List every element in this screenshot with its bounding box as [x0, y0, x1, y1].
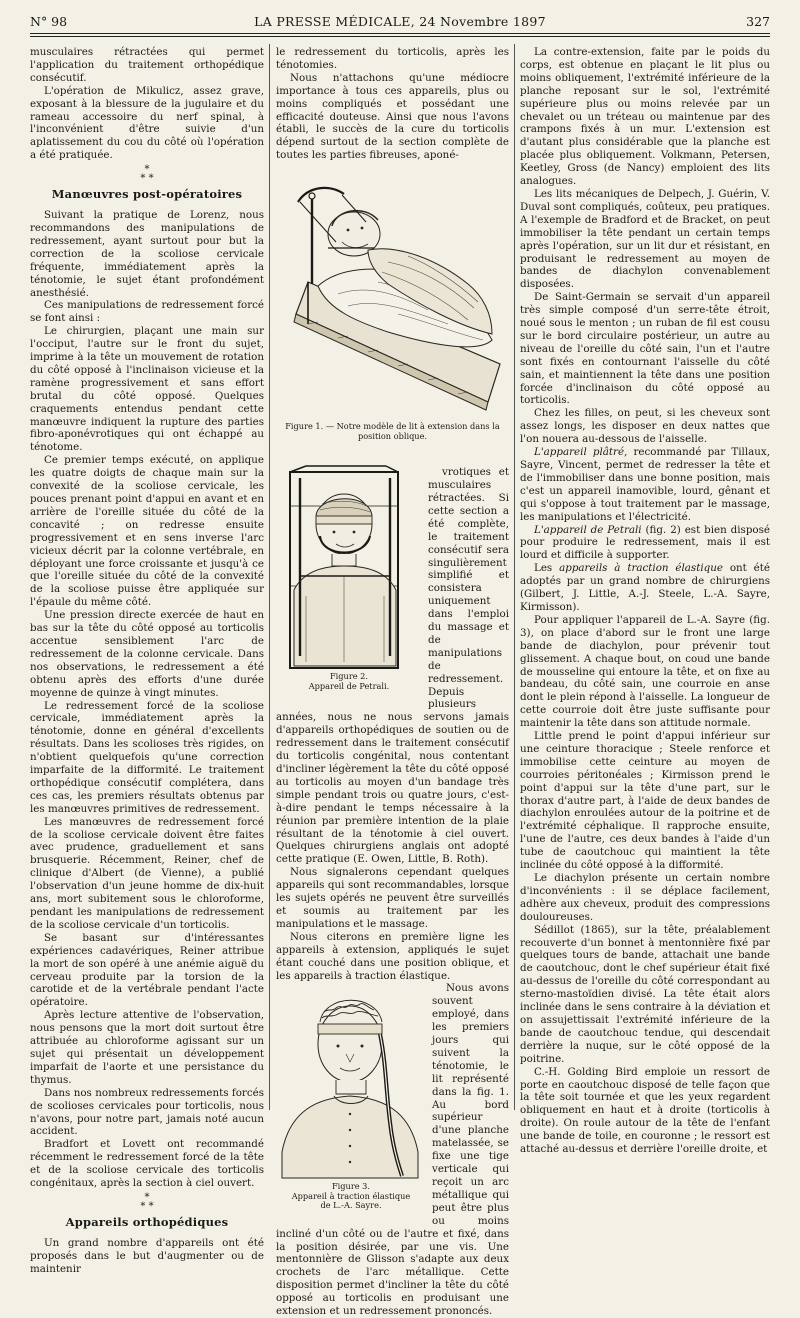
- paragraph: Pour appliquer l'appareil de L.-A. Sayre (fig. 3), on place d'abord sur le front une large bande de diachylon, pour prévenir tout glissement. A chaque bout, on coud une bande de mousseline qui entoure la tête, et on fixe au bandeau, du côté sain, une courroie en anse dont le plein répond à l'aisselle. La longueur de cette courroie doit être juste suffisante pour maintenir la tête dans son attitude normale.: [520, 613, 770, 730]
- issue-number: N° 98: [30, 14, 68, 29]
- paragraph: Le redressement forcé de la scoliose cervicale, immédiatement après la ténotomie, donne en général d'excellents résultats. Dans les scolioses très rigides, on n'obtient quelquefois qu'une correction imparfaite de la difformité. Le traitement orthopédique consécutif complétera, dans ces cas, les premiers résultats obtenus par les manœuvres primitives de redressement.: [30, 699, 264, 815]
- paragraph: Se basant sur d'intéressantes expériences cadavériques, Reiner attribue la mort de son opéré à une anémie aiguë du cerveau produite par la torsion de la carotide et de la vertébrale pendant l'acte opératoire.: [30, 931, 264, 1009]
- paragraph: De Saint-Germain se servait d'un appareil très simple composé d'un serre-tête étroit, noué sous le menton ; un ruban de fil est cousu sur le bord circulaire postérieur, un autre au niveau de l'oreille du côté sain, l'un et l'autre sont fixés en contournant l'aisselle du côté sain, et maintiennent la tête dans une position forcée d'inclinaison du côté opposé au torticolis.: [520, 291, 770, 407]
- header-rule-thin: [30, 36, 770, 37]
- paragraph: Ce premier temps exécuté, on applique les quatre doigts de chaque main sur la convexité de la scoliose cervicale, les pouces prenant point d'appui en avant et en arrière de l'oreille située du côté de la concavité ; on redresse ensuite progressivement et en sens inverse l'arc vicieux décrit par la colonne vertébrale, en déployant une force croissante et jusqu'à ce que l'oreille située du côté de la convexité de la scoliose puisse être appliquée sur l'épaule du même côté.: [30, 454, 264, 609]
- paragraph: Dans nos nombreux redressements forcés de scolioses cervicales pour torticolis, nous n'avons, pour notre part, jamais noté aucun accident.: [30, 1086, 264, 1138]
- sayre-elastic-traction-illustration: [276, 982, 422, 1180]
- paragraph: le redressement du torticolis, après les ténotomies.: [276, 46, 509, 71]
- figure-caption-line: Figure 3.: [332, 1181, 370, 1192]
- section-heading: Appareils orthopédiques: [65, 1214, 229, 1229]
- paragraph: musculaires rétractées qui permet l'application du traitement orthopédique consécutif.: [30, 46, 264, 84]
- paragraph: Une pression directe exercée de haut en bas sur la tête du côté opposé au torticolis accentue sensiblement l'arc de redressement de la colonne cervicale. Dans nos observations, le redressement a été obtenu après des efforts d'une durée moyenne de quinze à vingt minutes.: [30, 609, 264, 699]
- paragraph-text: ont été adoptés par un grand nombre de chirurgiens (Gilbert, J. Little, A.-J. Steele, L.-A. Sayre, Kirmisson).: [520, 562, 770, 613]
- figure-caption-line: Appareil de Petrali.: [308, 680, 390, 691]
- header-rule: [30, 33, 770, 34]
- column-right: [520, 46, 770, 1156]
- running-head: [30, 14, 770, 34]
- section-heading: Manœuvres post-opératoires: [51, 187, 243, 202]
- paragraph: Les lits mécaniques de Delpech, J. Guérin, V. Duval sont compliqués, coûteux, peu pratiques. A l'exemple de Bradford et de Bracket, on peut immobiliser la tête pendant un certain temps après l'opération, sur un lit dur et résistant, en produisant le redressement au moyen de bandes de diachylon convenablement disposées.: [520, 187, 770, 291]
- paragraph: L'opération de Mikulicz, assez grave, exposant à la blessure de la jugulaire et du rameau accessoire du nerf spinal, à l'inconvénient d'être suivie d'un aplatissement du cou du côté où l'opération a été pratiquée.: [30, 84, 264, 162]
- figure-caption: [276, 1182, 426, 1211]
- paragraph: Nous citerons en première ligne les appareils à extension, appliqués le sujet étant couché dans une position oblique, et les appareils à traction élastique.: [276, 930, 509, 982]
- extension-bed-illustration: [278, 164, 506, 419]
- paragraph: Le diachylon présente un certain nombre d'inconvénients : il se déplace facilement, adhère aux cheveux, produit des compressions douloureuses.: [520, 872, 770, 923]
- italic-term: appareils à traction élastique: [559, 562, 723, 575]
- italic-term: L'appareil plâtré,: [534, 446, 628, 459]
- paragraph: Sédillot (1865), sur la tête, préalablement recouverte d'un bonnet à mentonnière fixé par quelques tours de bande, attachait une bande de caoutchouc, dont le chef supérieur était fixé au-dessus de l'oreille du côté correspondant au sterno-mastoïdien divisé. La tête était alors inclinée dans le sens contraire à la déviation et on assujettissait l'extrémité inférieure de la bande de caoutchouc tendue, qui descendait derrière la nuque, sur le côté opposé de la poitrine.: [520, 923, 770, 1065]
- figure-caption: Figure 1. — Notre modèle de lit à extension dans la position oblique.: [285, 421, 500, 441]
- column-divider: [269, 44, 270, 1110]
- paragraph: Un grand nombre d'appareils ont été proposés dans le but d'augmenter ou de maintenir: [30, 1236, 264, 1275]
- paragraph: Chez les filles, on peut, si les cheveux sont assez longs, les disposer en deux nattes que l'on nouera au-dessous de l'aisselle.: [520, 407, 770, 446]
- paragraph: Le chirurgien, plaçant une main sur l'occiput, l'autre sur le front du sujet, imprime à la tête un mouvement de rotation du côté opposé à l'inclinaison vicieuse et la ramène progressivement et sans effort brutal du côté opposé. Quelques craquements entendus pendant cette manœuvre indiquent la rupture des parties fibro-aponévrotiques qui ont échappé au ténotome.: [30, 325, 264, 454]
- figure-caption-line: Figure 2.: [330, 671, 368, 682]
- journal-title: LA PRESSE MÉDICALE, 24 Novembre 1897: [254, 14, 546, 29]
- paragraph-text: recommandé par Tillaux, Sayre, Vincent, permet de redresser la tête et de l'immobiliser dans une bonne position, mais c'est un appareil inamovible, lourd, gênant et qui s'oppose à tout traitement par le massage, les manipulations et l'électricité.: [520, 446, 770, 523]
- paragraph: [520, 446, 770, 523]
- paragraph: Nous avons souvent employé, dans les premiers jours qui suivent la ténotomie, le lit représenté dans la fig. 1. Au bord supérieur d'une planche matelassée, se fixe une tige verticale qui reçoit un arc métallique qui peut être plus ou moins incliné d'un côté ou de l'autre et fixé, dans la position désirée, par une vis. Une mentonnière de Glisson s'adapte aux deux crochets de l'arc métallique. Cette disposition permet d'incliner la tête du côté opposé au torticolis en produisant une extension et un redressement prononcés.: [276, 982, 509, 1318]
- italic-term: L'appareil de Petrali: [534, 523, 642, 536]
- page-number: 327: [746, 14, 770, 29]
- paragraph: [520, 562, 770, 614]
- figure-caption-line: de L.-A. Sayre.: [320, 1200, 382, 1211]
- column-divider: [514, 44, 515, 1110]
- paragraph: La contre-extension, faite par le poids du corps, est obtenue en plaçant le lit plus ou moins obliquement, l'extrémité inférieure de la planche reposant sur le sol, l'extrémité supérieure plus ou moins relevée par un chevalet ou un tréteau ou maintenue par des crampons fixés à un mur. L'extension est d'autant plus considérable que la planche est placée plus obliquement. Volkmann, Petersen, Keetley, Gross (de Nancy) emploient des lits analogues.: [520, 46, 770, 188]
- paragraph: Bradfort et Lovett ont recommandé récemment le redressement forcé de la tête et de la scoliose cervicale des torticolis congénitaux, après la section à ciel ouvert.: [30, 1138, 264, 1190]
- paragraph: Suivant la pratique de Lorenz, nous recommandons des manipulations de redressement, ayant surtout pour but la correction de la scoliose cervicale fréquente, immédiatement après la ténotomie, le sujet étant profondément anesthésié.: [30, 209, 264, 299]
- figure-1: [276, 164, 509, 462]
- paragraph: Little prend le point d'appui inférieur sur une ceinture thoracique ; Steele renforce et immobilise cette ceinture au moyen de courroies péritonéales ; Kirmisson prend le point d'appui sur la tête d'une part, sur le thorax d'autre part, à l'aide de deux bandes de diachylon enroulées autour de la poitrine et de l'extrémité céphalique. Il rapproche ensuite, l'une de l'autre, ces deux bandes à l'aide d'un tube de caoutchouc qui maintient la tête inclinée du côté opposé à la difformité.: [520, 730, 770, 872]
- paragraph: vrotiques et musculaires rétractées. Si cette section a été complète, le traitement consécutif sera singulièrement simplifié et consistera uniquement dans l'emploi du massage et de manipulations de redressement. Depuis plusieurs années, nous ne nous servons jamais d'appareils orthopédiques de soutien ou de redressement dans le traitement consécutif du torticolis congénital, nous contentant d'incliner légèrement la tête du côté opposé au torticolis au moyen d'un bandage très simple pendant trois ou quatre jours, c'est-à-dire pendant le temps nécessaire à la réunion par première intention de la plaie résultant de la ténotomie à ciel ouvert. Quelques chirurgiens anglais ont adopté cette pratique (E. Owen, Little, B. Roth).: [276, 466, 509, 866]
- paragraph: Après lecture attentive de l'observation, nous pensons que la mort doit surtout être attribuée au chloroforme agissant sur un sujet qui présentait un développement imparfait de l'aorte et une persistance du thymus.: [30, 1009, 264, 1086]
- figure-2: [276, 466, 422, 698]
- paragraph: Nous n'attachons qu'une médiocre importance à tous ces appareils, plus ou moins compliqués et possédant une efficacité douteuse. Ainsi que nous l'avons établi, le succès de la cure du torticolis dépend surtout de la section complète de toutes les parties fibreuses, aponé-: [276, 71, 509, 162]
- column-left: [30, 46, 264, 1275]
- paragraph: [520, 524, 770, 563]
- column-middle: [276, 46, 509, 1318]
- paragraph: Ces manipulations de redressement forcé se font ainsi :: [30, 299, 264, 325]
- paragraph: Les manœuvres de redressement forcé de la scoliose cervicale doivent être faites avec prudence, graduellement et sans brusquerie. Récemment, Reiner, chef de clinique d'Albert (de Vienne), a publié l'observation d'un jeune homme de dix-huit ans, mort subitement sous le chloroforme, pendant les manipulations de redressement de la scoliose cervicale d'un torticolis.: [30, 815, 264, 931]
- petrali-apparatus-illustration: [276, 466, 416, 670]
- paragraph-text: (fig. 2) est bien disposé pour produire le redressement, mais il est lourd et difficile à supporter.: [520, 523, 770, 562]
- figure-3: [276, 982, 426, 1218]
- asterism-ornament: * * *: [140, 1191, 154, 1212]
- paragraph: C.-H. Golding Bird emploie un ressort de porte en caoutchouc disposé de telle façon que la tête soit tournée et que les yeux regardent obliquement en haut et à droite (torticolis à droite). On roule autour de la tête de l'enfant une bande de toile, en couronne ; le ressort est attaché au-dessus et derrière l'oreille droite, et: [520, 1065, 770, 1156]
- paragraph-text: Les: [534, 562, 560, 575]
- asterism-ornament: * * *: [140, 164, 154, 185]
- figure-caption-line: Appareil à traction élastique: [291, 1190, 411, 1201]
- figure-caption: [276, 672, 422, 691]
- paragraph: Nous signalerons cependant quelques appareils qui sont recommandables, lorsque les sujets opérés ne peuvent être surveillés et soumis au traitement par les manipulations et le massage.: [276, 866, 509, 930]
